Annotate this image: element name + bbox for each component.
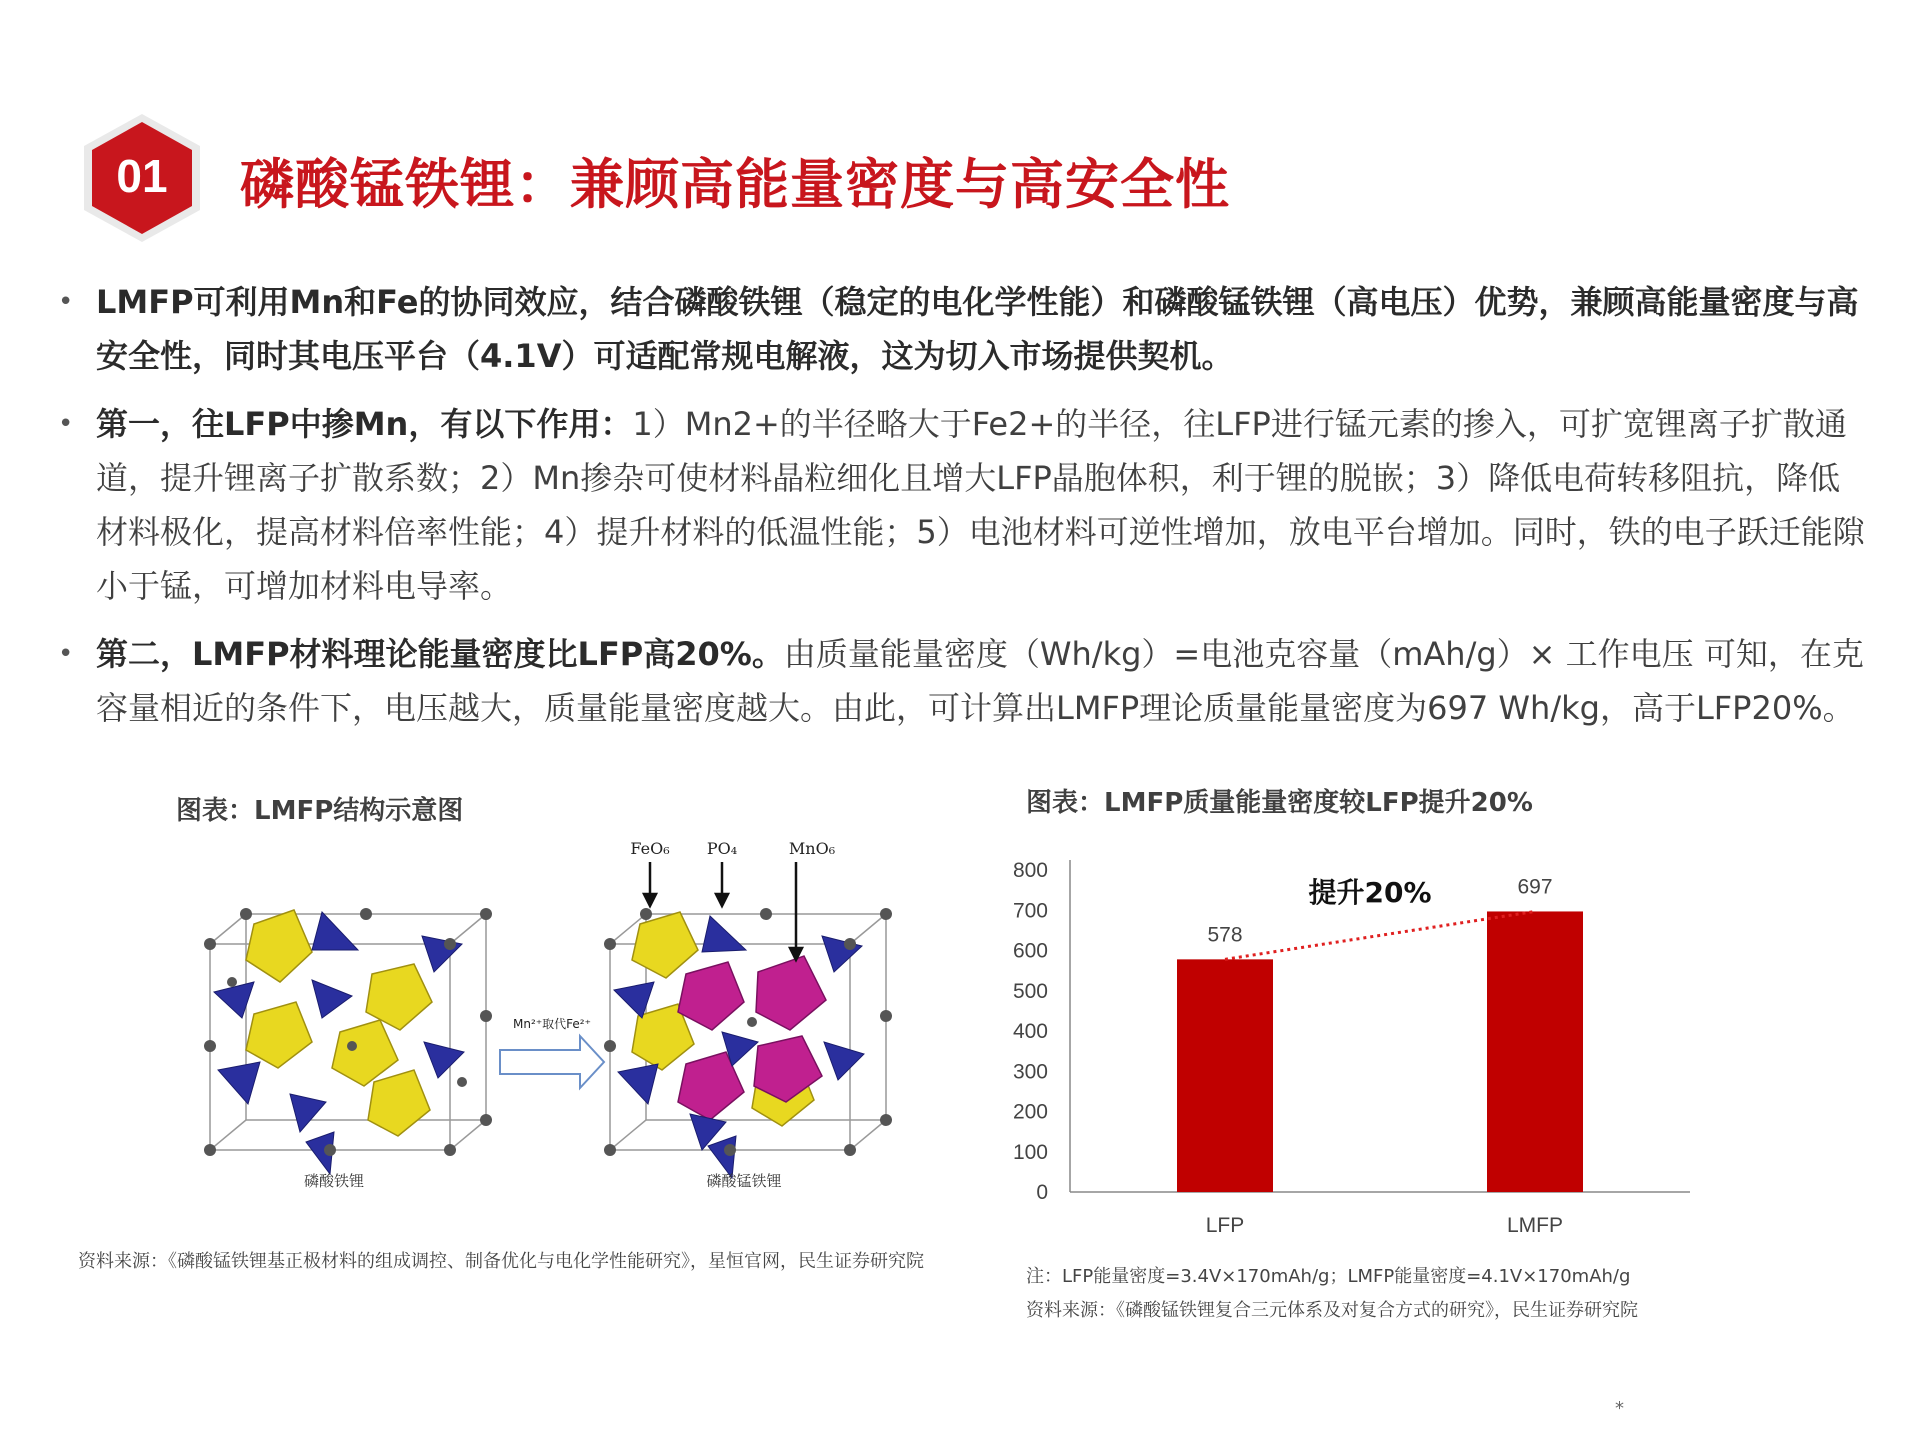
right-figure-caption: 图表：LMFP质量能量密度较LFP提升20% — [1026, 788, 1533, 818]
y-tick-label: 200 — [1012, 1100, 1048, 1124]
section-number: 01 — [116, 150, 168, 202]
bullet-item — [58, 627, 1868, 735]
y-tick-label: 400 — [1012, 1020, 1048, 1043]
lmfp-structure-label: 磷酸锰铁锂 — [706, 1172, 782, 1190]
bullet-bold-text: 第二，LMFP材料理论能量密度比LFP高20%。 — [96, 635, 784, 673]
y-tick-label: 700 — [1012, 899, 1048, 923]
lfp-crystal — [204, 908, 492, 1174]
right-figure-source: 资料来源：《磷酸锰铁锂复合三元体系及对复合方式的研究》，民生证券研究院 — [1026, 1300, 1638, 1321]
x-tick-label: LMFP — [1506, 1214, 1564, 1237]
bar-group — [1177, 875, 1583, 1237]
page-title: 磷酸锰铁锂：兼顾高能量密度与高安全性 — [240, 153, 1230, 216]
y-tick-label: 600 — [1012, 939, 1048, 963]
increase-annotation: 提升20% — [1308, 876, 1432, 909]
bar-lmfp — [1487, 911, 1583, 1192]
substitution-arrow — [500, 1017, 604, 1088]
y-tick-label: 0 — [1036, 1181, 1048, 1204]
bullet-text: 1）Mn2+的半径略大于Fe2+的半径，往LFP进行锰元素的掺入，可扩宽锂离子扩散通道，提升锂离子扩散系数；2）Mn掺杂可使材料晶粒细化且增大LFP晶胞体积，利于锂的脱嵌；3）降低电荷转移阻抗，降低材料极化，提高材料倍率性能；4）提升材料的低温性能；5）电池材料可逆性增加，放电平台增加。同时，铁的电子跃迁能隙小于锰，可增加材料电导率。 — [96, 405, 1865, 605]
y-tick-label: 300 — [1012, 1060, 1048, 1084]
left-figure-caption: 图表：LMFP结构示意图 — [176, 796, 464, 826]
arrow-label: Mn²⁺取代Fe²⁺ — [513, 1017, 591, 1031]
bullet-item — [58, 275, 1868, 383]
bullet-text: 由质量能量密度（Wh/kg）=电池克容量（mAh/g）× 工作电压 可知，在克容量相近的条件下，电压越大，质量能量密度越大。由此，可计算出LMFP理论质量能量密度为697 Wh/kg，高于LFP20%。 — [96, 635, 1864, 727]
bullet-list — [58, 275, 1868, 749]
bullet-dot-icon: • — [58, 287, 74, 317]
y-axis — [1013, 859, 1048, 1204]
section-number-badge — [72, 108, 212, 248]
bar-lfp — [1177, 959, 1273, 1192]
bullet-dot-icon: • — [58, 639, 74, 669]
feo6-label: FeO₆ — [630, 839, 670, 858]
bullet-dot-icon: • — [58, 409, 74, 439]
right-figure-note: 注：LFP能量密度=3.4V×170mAh/g；LMFP能量密度=4.1V×170mAh/g — [1026, 1266, 1631, 1287]
y-tick-label: 500 — [1012, 979, 1048, 1003]
lmfp-structure-diagram — [162, 832, 992, 1192]
page-mark: * — [1615, 1398, 1624, 1419]
energy-density-bar-chart — [990, 840, 1710, 1240]
data-label: 578 — [1207, 923, 1243, 947]
po4-label: PO₄ — [706, 839, 738, 858]
y-tick-label: 800 — [1012, 859, 1048, 882]
left-figure-source: 资料来源：《磷酸锰铁锂基正极材料的组成调控、制备优化与电化学性能研究》，星恒官网，民生证券研究院 — [78, 1251, 924, 1272]
data-label: 697 — [1517, 875, 1553, 899]
x-tick-label: LFP — [1205, 1214, 1245, 1237]
y-tick-label: 100 — [1012, 1140, 1048, 1164]
bullet-bold-text: LMFP可利用Mn和Fe的协同效应，结合磷酸铁锂（稳定的电化学性能）和磷酸锰铁锂（高电压）优势，兼顾高能量密度与高安全性，同时其电压平台（4.1V）可适配常规电解液，这为切入市场提供契机。 — [96, 283, 1859, 375]
bullet-bold-text: 第一，往LFP中掺Mn，有以下作用： — [96, 405, 633, 443]
lmfp-crystal — [604, 839, 892, 1178]
bullet-item — [58, 397, 1868, 613]
lfp-structure-label: 磷酸铁锂 — [303, 1172, 365, 1190]
mno6-label: MnO₆ — [788, 839, 836, 858]
